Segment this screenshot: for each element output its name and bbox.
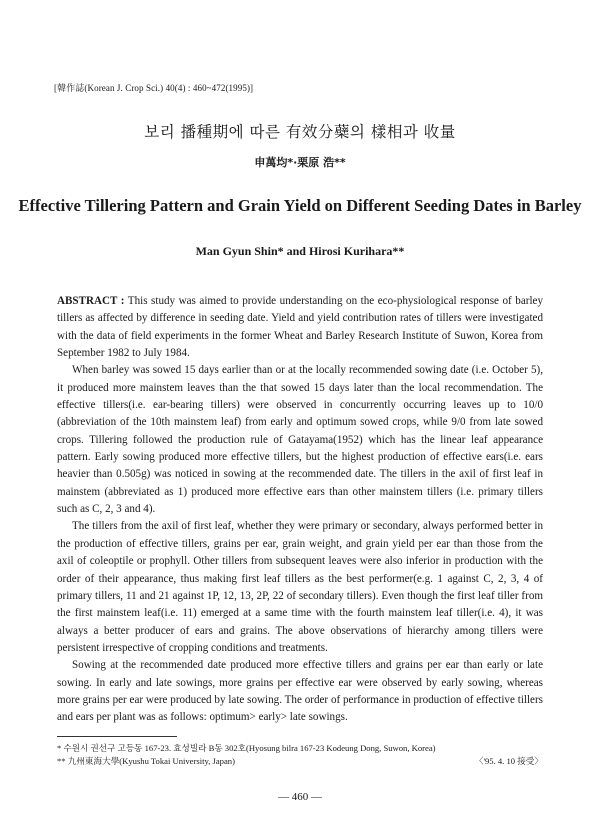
- abstract-body: [57, 293, 543, 727]
- footnote-affiliation: [57, 755, 543, 767]
- footnote-affiliation-text: ** 九州東海大學(Kyushu Tokai University, Japan): [57, 756, 235, 766]
- abstract-paragraph-4: Sowing at the recommended date produced more effective tillers and grains per ear than early or late sowing. In early and late sowings, more grains per effective ear were observed by early sowing, whereas more grains per ear were produced by late sowing. The order of performance in production of effective tillers and ears per plant was as follows: optimum> early> late sowings.: [57, 659, 543, 724]
- footnote-author-address: * 수원시 권선구 고등동 167-23. 효성빌라 B동 302호(Hyosung bilra 167-23 Kodeung Dong, Suwon, Korea): [57, 743, 436, 753]
- page-number: — 460 —: [278, 791, 322, 803]
- footnote-divider: [57, 736, 177, 737]
- abstract-label: ABSTRACT :: [57, 295, 125, 307]
- journal-citation: [韓作誌(Korean J. Crop Sci.) 40(4) : 460~472(1995)]: [54, 83, 254, 93]
- abstract-paragraph-1: [57, 293, 543, 362]
- english-authors: Man Gyun Shin* and Hirosi Kurihara**: [195, 244, 405, 258]
- abstract-text: This study was aimed to provide understanding on the eco-physiological response of barley tillers as affected by difference in seeding date. Yield and yield contribution rates of tillers were investigated with the data of field experiments in the former Wheat and Barley Research Institute of Suwon, Korea from September 1982 to July 1984.: [57, 295, 543, 360]
- received-date: 〈'95. 4. 10 接受〉: [474, 756, 543, 766]
- abstract-paragraph-2: When barley was sowed 15 days earlier than or at the locally recommended sowing date (i.e. October 5), it produced more mainstem leaves than the that sowed 15 days later than the local recommendation. The effective tillers(i.e. ear-bearing tillers) were observed in concurrently occurring leaves up to 10/0 (abbreviation of the 10th mainstem leaf) from early and optimum sowed crops, while 9/0 from late sowed crops. Tillering followed the production rule of Gatayama(1952) which has the linear leaf appearance pattern. Early sowing produced more effective tillers, but the highest production of effective ears(i.e. ears heavier than 0.505g) was noticed in sowing at the recommended date. The tillers in the axil of first leaf in mainstem (abbreviated as 1) produced more effective ears than other mainstem tillers (i.e. primary tillers such as C, 2, 3 and 4).: [57, 364, 543, 516]
- korean-authors: 申萬均*·栗原 浩**: [254, 156, 346, 169]
- abstract-paragraph-3: The tillers from the axil of first leaf, whether they were primary or secondary, always performed better in the production of effective tillers, grains per ear, grain weight, and grain yield per ear than those from the axil of coleoptile or prophyll. Other tillers from subsequent leaves were also inferior in production with the order of their appearance, thus making first leaf tillers as the best performer(e.g. 1 against C, 2, 3, 4 of primary tillers, 11 and 21 against 1P, 12, 13, 2P, 22 of secondary tillers). Even though the first leaf tiller from the first mainstem leaf(i.e. 11) emerged at a same time with the fourth mainstem leaf tiller(i.e. 4), it was always a better producer of ears and grains. The above observations of hierarchy among tillers were persistent irrespective of cropping conditions and treatments.: [57, 520, 543, 654]
- english-title: Effective Tillering Pattern and Grain Yield on Different Seeding Dates in Barley: [18, 196, 582, 215]
- korean-title: 보리 播種期에 따른 有效分蘗의 樣相과 收量: [144, 123, 456, 141]
